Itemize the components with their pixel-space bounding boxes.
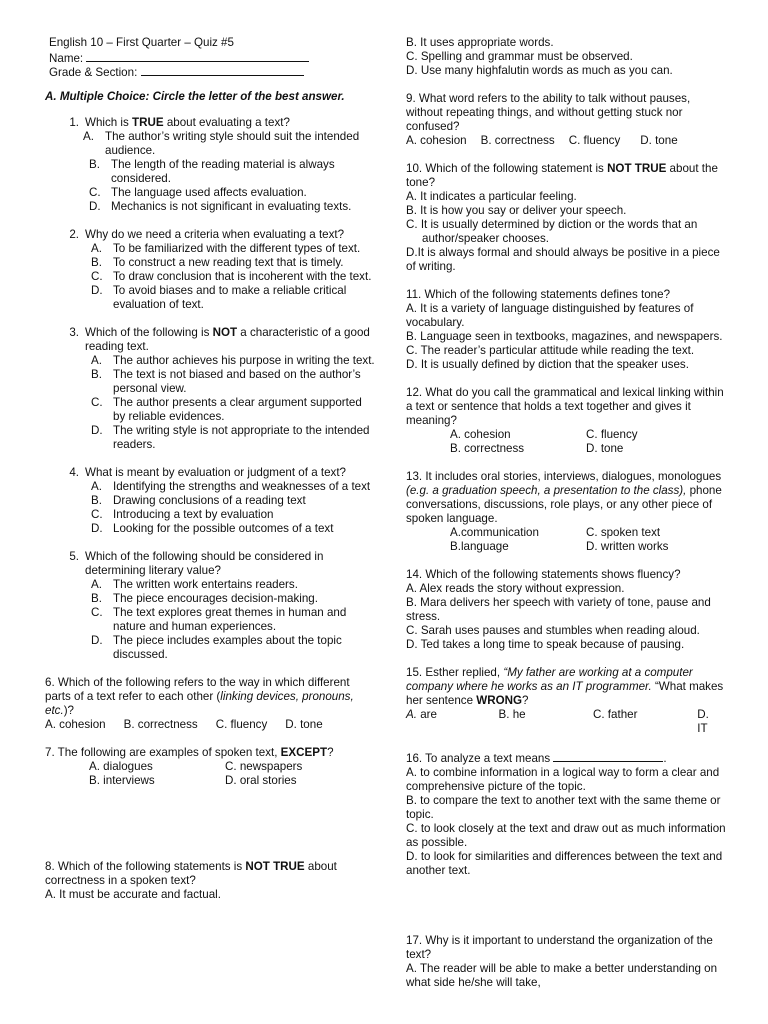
option-c[interactable]: C. The reader’s particular attitude while reading the text. <box>406 344 695 357</box>
option-c[interactable]: C. Introducing a text by evaluation <box>91 508 274 521</box>
question-stem: Which of the following should be considered in determining literary value? <box>85 550 324 577</box>
question-stem: Why do we need a criteria when evaluating a text? <box>85 228 345 241</box>
question-15 <box>406 666 726 736</box>
option-b[interactable]: B. The piece encourages decision-making. <box>91 592 318 605</box>
option-a[interactable]: A. The written work entertains readers. <box>91 578 298 591</box>
option-c[interactable]: C. newspapers <box>225 760 303 773</box>
option-d[interactable]: D. Looking for the possible outcomes of a text <box>91 522 334 535</box>
section-a-instructions: A. Multiple Choice: Circle the letter of the best answer. <box>45 90 345 103</box>
question-stem: Which is TRUE about evaluating a text? <box>85 116 290 129</box>
option-c[interactable]: C. Spelling and grammar must be observed. <box>406 50 633 63</box>
question-16 <box>406 750 726 878</box>
question-14 <box>406 568 726 652</box>
option-b[interactable]: B. It uses appropriate words. <box>406 36 554 49</box>
question-stem: 11. Which of the following statements defines tone? <box>406 288 671 301</box>
question-stem: 6. Which of the following refers to the way in which different parts of a text refer to each other (linking devices, pronouns, etc.)? <box>45 676 354 717</box>
grade-section-label: Grade & Section: <box>49 66 138 79</box>
option-a[interactable]: A. The author achieves his purpose in writing the text. <box>91 354 375 367</box>
option-c[interactable]: C. fluency <box>586 428 638 441</box>
option-d[interactable]: D. written works <box>586 540 669 553</box>
option-c[interactable]: C. The language used affects evaluation. <box>89 186 307 199</box>
option-c[interactable]: C. father <box>592 708 638 721</box>
question-2: 2. Why do we need a criteria when evaluating a text? A. To be familiarized with the different types of text. B. To construct a new reading text that is timely. C. To draw conclusion that is incoherent with the text. D. To avoid biases and to make a reliable critical evaluation of text. <box>45 228 375 312</box>
name-label: Name: <box>49 52 84 65</box>
question-17 <box>406 934 726 990</box>
question-stem: Which of the following is NOT a characteristic of a good reading text. <box>85 326 370 353</box>
option-d[interactable]: D. Ted takes a long time to speak because of pausing. <box>406 638 685 651</box>
name-blank[interactable] <box>86 50 309 62</box>
question-stem: 10. Which of the following statement is NOT TRUE about the tone? <box>406 162 718 189</box>
option-a[interactable]: A. Identifying the strengths and weaknesses of a text <box>91 480 371 493</box>
question-4: 4. What is meant by evaluation or judgment of a text? A. Identifying the strengths and weaknesses of a text B. Drawing conclusions of a reading text C. Introducing a text by evaluation D. Looking for the possible outcomes of a text <box>45 466 375 536</box>
option-b[interactable]: B. Mara delivers her speech with variety of tone, pause and stress. <box>406 596 711 623</box>
option-a[interactable]: A. cohesion <box>45 718 106 731</box>
grade-section-blank[interactable] <box>141 64 304 76</box>
question-stem: 7. The following are examples of spoken text, EXCEPT? <box>45 746 334 759</box>
question-number: 1. <box>69 116 79 129</box>
option-c[interactable]: C. to look closely at the text and draw out as much information as possible. <box>406 822 726 849</box>
option-d[interactable]: D. It is usually defined by diction that the speaker uses. <box>406 358 689 371</box>
option-d[interactable]: D. Mechanics is not significant in evaluating texts. <box>89 200 352 213</box>
option-d[interactable]: D. tone <box>285 718 323 731</box>
option-a[interactable]: A. The reader will be able to make a better understanding on what side he/she will take, <box>406 962 718 989</box>
option-b[interactable]: B. It is how you say or deliver your speech. <box>406 204 627 217</box>
question-8-continued <box>406 36 726 78</box>
option-d[interactable]: D. IT <box>697 708 709 735</box>
option-b[interactable]: B. correctness <box>480 134 555 147</box>
question-stem: 14. Which of the following statements shows fluency? <box>406 568 681 581</box>
option-c[interactable]: C. To draw conclusion that is incoherent with the text. <box>91 270 372 283</box>
question-10 <box>406 162 726 274</box>
quiz-title: English 10 – First Quarter – Quiz #5 <box>49 36 234 49</box>
option-a[interactable]: A.communication <box>450 526 539 539</box>
option-d[interactable]: D. The writing style is not appropriate to the intended readers. <box>91 424 370 451</box>
option-a[interactable]: A. The author’s writing style should suit the intended audience. <box>83 130 360 157</box>
option-c[interactable]: C. It is usually determined by diction or the words that an author/speaker chooses. <box>406 218 698 245</box>
option-b[interactable]: B. interviews <box>89 774 155 787</box>
question-stem: 12. What do you call the grammatical and lexical linking within a text or sentence that holds a text together and gives it meaning? <box>406 386 724 427</box>
left-column <box>45 36 375 902</box>
question-5: 5. Which of the following should be considered in determining literary value? A. The written work entertains readers. B. The piece encourages decision-making. C. The text explores great themes in human and nature and human experiences. D. The piece includes examples about the topic discussed. <box>45 550 375 662</box>
question-6 <box>45 676 375 732</box>
name-line <box>49 50 375 64</box>
option-c[interactable]: C. fluency <box>215 718 268 731</box>
question-13 <box>406 470 726 554</box>
question-1 <box>45 116 375 214</box>
question-stem: 8. Which of the following statements is NOT TRUE about correctness in a spoken text? <box>45 860 337 887</box>
question-stem: 16. To analyze a text means . <box>406 752 667 765</box>
option-a[interactable]: A. cohesion <box>406 134 467 147</box>
option-c[interactable]: C. The text explores great themes in human and nature and human experiences. <box>91 606 347 633</box>
option-a[interactable]: A. dialogues <box>89 760 153 773</box>
option-d[interactable]: D. oral stories <box>225 774 297 787</box>
option-c[interactable]: C. fluency <box>568 134 621 147</box>
right-column <box>406 36 726 990</box>
option-d[interactable]: D. tone <box>586 442 624 455</box>
option-d[interactable]: D. tone <box>640 134 678 147</box>
option-b[interactable]: B. To construct a new reading text that is timely. <box>91 256 344 269</box>
question-stem: 13. It includes oral stories, interviews, dialogues, monologues (e.g. a graduation speech, a presentation to the class), phone conversations, discussions, role plays, or any other piece of spoken language. <box>406 470 722 525</box>
question-stem: 9. What word refers to the ability to talk without pauses, without repeating things, and without getting stuck nor confused? <box>406 92 691 133</box>
quiz-header <box>45 36 375 78</box>
option-d[interactable]: D. The piece includes examples about the topic discussed. <box>91 634 342 661</box>
option-b[interactable]: B. The text is not biased and based on the author’s personal view. <box>91 368 361 395</box>
option-d[interactable]: D. Use many highfalutin words as much as you can. <box>406 64 673 77</box>
option-b[interactable]: B. The length of the reading material is always considered. <box>89 158 335 185</box>
question-12 <box>406 386 726 456</box>
option-d[interactable]: D. To avoid biases and to make a reliable critical evaluation of text. <box>91 284 347 311</box>
option-a[interactable]: A. are <box>406 708 437 721</box>
grade-section-line <box>49 64 375 78</box>
option-c[interactable]: C. Sarah uses pauses and stumbles when reading aloud. <box>406 624 700 637</box>
option-b[interactable]: B. he <box>498 708 526 721</box>
option-b[interactable]: B. to compare the text to another text with the same theme or topic. <box>406 794 721 821</box>
option-d[interactable]: D. to look for similarities and differences between the text and another text. <box>406 850 723 877</box>
option-a[interactable]: A. It must be accurate and factual. <box>45 888 221 901</box>
option-a[interactable]: A. It indicates a particular feeling. <box>406 190 577 203</box>
option-c[interactable]: C. The author presents a clear argument supported by reliable evidences. <box>91 396 362 423</box>
option-a[interactable]: A. Alex reads the story without expression. <box>406 582 625 595</box>
option-a[interactable]: A. cohesion <box>450 428 511 441</box>
option-b[interactable]: B.language <box>450 540 509 553</box>
question-stem: What is meant by evaluation or judgment of a text? <box>85 466 347 479</box>
option-c[interactable]: C. spoken text <box>586 526 661 539</box>
option-a[interactable]: A. To be familiarized with the different types of text. <box>91 242 361 255</box>
question-9 <box>406 92 726 148</box>
option-a[interactable]: A. It is a variety of language distinguished by features of vocabulary. <box>406 302 694 329</box>
option-b[interactable]: B. correctness <box>123 718 198 731</box>
question-7 <box>45 746 375 788</box>
option-b[interactable]: B. Drawing conclusions of a reading text <box>91 494 306 507</box>
question-11 <box>406 288 726 372</box>
question-stem: 15. Esther replied, “My father are working at a computer company where he works as an IT programmer. “What makes her sentence WRONG? <box>406 666 724 707</box>
option-b[interactable]: B. Language seen in textbooks, magazines, and newspapers. <box>406 330 723 343</box>
option-b[interactable]: B. correctness <box>450 442 525 455</box>
option-a[interactable]: A. to combine information in a logical way to form a clear and comprehensive picture of the topic. <box>406 766 720 793</box>
option-d[interactable]: D.It is always formal and should always be positive in a piece of writing. <box>406 246 720 273</box>
question-3: 3. Which of the following is NOT a characteristic of a good reading text. A. The author achieves his purpose in writing the text. B. The text is not biased and based on the author’s personal view. C. The author presents a clear argument supported by reliable evidences. D. The writing style is not appropriate to the intended readers. <box>69 326 375 451</box>
answer-blank[interactable] <box>553 750 663 762</box>
question-stem: 17. Why is it important to understand the organization of the text? <box>406 934 713 961</box>
question-8 <box>45 860 375 902</box>
